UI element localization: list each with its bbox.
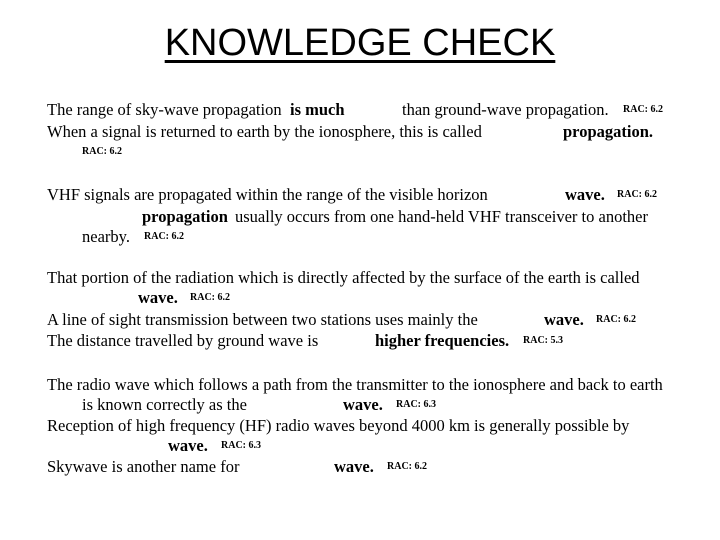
q9-rac-ref: RAC: 6.3 (221, 440, 261, 451)
q7-answer: higher frequencies. (375, 331, 510, 350)
q8-answer: wave. (343, 395, 383, 414)
q1-answer: is much (290, 100, 345, 119)
q8-text-cont: is known correctly as the (82, 395, 247, 414)
q5-text: That portion of the radiation which is directly affected by the surface of the earth is called (47, 268, 640, 287)
q5-rac-ref: RAC: 6.2 (190, 292, 230, 303)
q9-answer: wave. (168, 436, 208, 455)
q1-text: The range of sky-wave propagation (47, 100, 282, 119)
q4-answer: propagation (142, 207, 228, 226)
q10-text: Skywave is another name for (47, 457, 240, 476)
q7-rac-ref: RAC: 5.3 (523, 335, 563, 346)
q4-rac-ref: RAC: 6.2 (144, 231, 184, 242)
q9-text: Reception of high frequency (HF) radio waves beyond 4000 km is generally possible by (47, 416, 630, 435)
q4-text-end: nearby. (82, 227, 130, 246)
q1-rac-ref: RAC: 6.2 (623, 104, 663, 115)
q4-text: usually occurs from one hand-held VHF transceiver to another (235, 207, 648, 226)
q6-rac-ref: RAC: 6.2 (596, 314, 636, 325)
q3-text: VHF signals are propagated within the range of the visible horizon (47, 185, 488, 204)
q2-answer: propagation. (563, 122, 654, 141)
q2-rac-ref: RAC: 6.2 (82, 146, 122, 157)
q8-rac-ref: RAC: 6.3 (396, 399, 436, 410)
q5-answer: wave. (138, 288, 178, 307)
q3-answer: wave. (565, 185, 605, 204)
page-title: KNOWLEDGE CHECK (164, 22, 556, 64)
q1-text-end: than ground-wave propagation. (402, 100, 609, 119)
q8-text: The radio wave which follows a path from the transmitter to the ionosphere and back to earth (47, 375, 663, 394)
q6-answer: wave. (544, 310, 584, 329)
q2-text: When a signal is returned to earth by the ionosphere, this is called (47, 122, 482, 141)
q7-text: The distance travelled by ground wave is (47, 331, 319, 350)
q6-text: A line of sight transmission between two stations uses mainly the (47, 310, 478, 329)
q3-rac-ref: RAC: 6.2 (617, 189, 657, 200)
q10-rac-ref: RAC: 6.2 (387, 461, 427, 472)
q10-answer: wave. (334, 457, 374, 476)
